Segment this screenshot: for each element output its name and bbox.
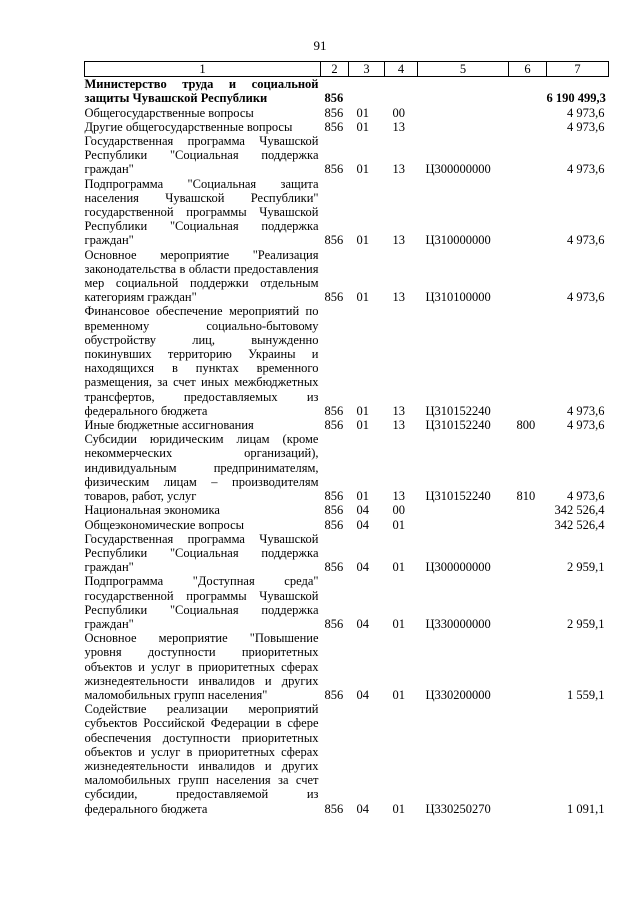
section-cell: 01 (356, 403, 369, 418)
expense-type-cell (509, 120, 547, 134)
subsection-cell: 13 (392, 418, 405, 433)
target-article-cell: Ц310152240 (425, 489, 491, 504)
item-name-cell: Национальная экономика (84, 503, 220, 518)
target-article-cell: Ц310152240 (425, 418, 491, 433)
amount-cell: 1 559,1 (567, 687, 605, 702)
target-article-cell (418, 518, 509, 532)
expense-type-cell (509, 134, 547, 177)
amount-cell: 2 959,1 (567, 560, 605, 575)
table-row (85, 518, 609, 532)
target-article-cell: Ц300000000 (425, 560, 491, 575)
section-cell: 01 (356, 418, 369, 433)
target-article-cell (418, 120, 509, 134)
amount-cell: 342 526,4 (554, 503, 605, 518)
section-cell: 04 (356, 616, 369, 631)
target-article-cell: Ц310000000 (425, 233, 491, 248)
expense-type-cell (509, 532, 547, 575)
ministry-code-cell: 856 (324, 105, 344, 120)
amount-cell: 4 973,6 (567, 119, 605, 134)
amount-cell: 4 973,6 (567, 403, 605, 418)
table-row (85, 432, 609, 503)
item-name-cell: Министерство труда и социальной защиты Чувашской Республики (84, 77, 319, 106)
table-header-row (85, 62, 609, 77)
column-header: 3 (349, 62, 385, 77)
expense-type-cell (509, 177, 547, 248)
ministry-code-cell: 856 (324, 403, 344, 418)
expense-type-cell (509, 106, 547, 120)
amount-cell: 4 973,6 (567, 418, 605, 433)
column-header: 7 (547, 62, 609, 77)
item-name-cell: Государственная программа Чувашской Республики "Социальная поддержка граждан" (84, 531, 319, 575)
item-name-cell: Субсидии юридическим лицам (кроме некоммерческих организаций), индивидуальным предпринимателям, физическим лицам – производителям товаров, работ, услуг (84, 432, 319, 504)
amount-cell: 4 973,6 (567, 233, 605, 248)
expense-type-cell: 800 (516, 418, 536, 433)
item-name-cell: Иные бюджетные ассигнования (84, 418, 254, 433)
subsection-cell: 01 (392, 517, 405, 532)
item-name-cell: Финансовое обеспечение мероприятий по временному социально-бытовому обустройству лиц, вынужденно покинувших территорию Украины и находящихся в пунктах временного размещения, за счет иных межбюджетных трансфертов, предоставляемых из федерального бюджета (84, 304, 319, 418)
table-row (85, 106, 609, 120)
table-row (85, 702, 609, 816)
column-header: 5 (418, 62, 509, 77)
ministry-code-cell: 856 (324, 418, 344, 433)
expense-type-cell (509, 574, 547, 631)
ministry-code-cell: 856 (324, 489, 344, 504)
amount-cell: 6 190 499,3 (546, 91, 606, 106)
item-name-cell: Подпрограмма "Доступная среда" государственной программы Чувашской Республики "Социальная поддержка граждан" (84, 574, 319, 631)
table-row (85, 574, 609, 631)
column-header: 2 (321, 62, 349, 77)
subsection-cell: 13 (392, 233, 405, 248)
amount-cell: 4 973,6 (567, 489, 605, 504)
expense-type-cell (509, 304, 547, 418)
subsection-cell: 01 (392, 616, 405, 631)
subsection-cell (385, 77, 418, 106)
ministry-code-cell: 856 (324, 233, 344, 248)
target-article-cell (418, 106, 509, 120)
ministry-code-cell: 856 (324, 687, 344, 702)
column-header: 1 (85, 62, 321, 77)
item-name-cell: Общеэкономические вопросы (84, 517, 245, 532)
expense-type-cell (509, 248, 547, 305)
section-cell: 04 (356, 801, 369, 816)
table-row (85, 77, 609, 106)
target-article-cell: Ц330000000 (425, 616, 491, 631)
page-number: 91 (313, 38, 327, 53)
target-article-cell: Ц330250270 (425, 801, 491, 816)
item-name-cell: Другие общегосударственные вопросы (84, 119, 293, 134)
table-row (85, 532, 609, 575)
target-article-cell: Ц310100000 (425, 290, 491, 305)
ministry-code-cell: 856 (324, 517, 344, 532)
subsection-cell: 13 (392, 403, 405, 418)
item-name-cell: Основное мероприятие "Повышение уровня доступности приоритетных объектов и услуг в приоритетных сферах жизнедеятельности инвалидов и других маломобильных групп населения" (84, 631, 319, 702)
section-cell: 01 (356, 290, 369, 305)
target-article-cell (418, 503, 509, 517)
subsection-cell: 00 (392, 105, 405, 120)
expense-type-cell: 810 (516, 489, 536, 504)
ministry-code-cell: 856 (324, 801, 344, 816)
section-cell: 04 (356, 687, 369, 702)
subsection-cell: 13 (392, 162, 405, 177)
section-cell: 01 (356, 119, 369, 134)
section-cell: 04 (356, 517, 369, 532)
table-row (85, 177, 609, 248)
item-name-cell: Общегосударственные вопросы (84, 105, 254, 120)
item-name-cell: Подпрограмма "Социальная защита населения Чувашской Республики" государственной программы Чувашской Республики "Социальная поддержка граждан" (84, 176, 319, 248)
amount-cell: 2 959,1 (567, 616, 605, 631)
target-article-cell: Ц300000000 (425, 162, 491, 177)
subsection-cell: 01 (392, 801, 405, 816)
section-cell (349, 77, 385, 106)
ministry-code-cell: 856 (324, 503, 344, 518)
ministry-code-cell: 856 (324, 560, 344, 575)
target-article-cell: Ц310152240 (425, 403, 491, 418)
subsection-cell: 00 (392, 503, 405, 518)
amount-cell: 4 973,6 (567, 290, 605, 305)
expense-type-cell (509, 518, 547, 532)
amount-cell: 4 973,6 (567, 105, 605, 120)
subsection-cell: 13 (392, 119, 405, 134)
item-name-cell: Основное мероприятие "Реализация законодательства в области предоставления мер социальной поддержки отдельным категориям граждан" (84, 247, 319, 305)
expense-type-cell (509, 631, 547, 702)
section-cell: 04 (356, 560, 369, 575)
section-cell: 01 (356, 105, 369, 120)
ministry-code-cell: 856 (324, 119, 344, 134)
section-cell: 01 (356, 489, 369, 504)
subsection-cell: 13 (392, 489, 405, 504)
table-row (85, 120, 609, 134)
expense-type-cell (509, 702, 547, 816)
amount-cell: 4 973,6 (567, 162, 605, 177)
table-row (85, 418, 609, 432)
ministry-code-cell: 856 (324, 290, 344, 305)
table-row (85, 134, 609, 177)
expense-type-cell (509, 503, 547, 517)
budget-table (84, 61, 609, 816)
table-row (85, 304, 609, 418)
ministry-code-cell: 856 (324, 91, 344, 106)
column-header: 4 (385, 62, 418, 77)
column-header: 6 (509, 62, 547, 77)
amount-cell: 1 091,1 (567, 801, 605, 816)
expense-type-cell (509, 77, 547, 106)
subsection-cell: 13 (392, 290, 405, 305)
ministry-code-cell: 856 (324, 616, 344, 631)
item-name-cell: Содействие реализации мероприятий субъектов Российской Федерации в сфере обеспечения доступности приоритетных объектов и услуг в приоритетных сферах жизнедеятельности инвалидов и других маломобильных групп населения за счет субсидии, предоставляемой из федерального бюджета (84, 702, 319, 816)
target-article-cell: Ц330200000 (425, 687, 491, 702)
amount-cell: 342 526,4 (554, 517, 605, 532)
target-article-cell (418, 77, 509, 106)
item-name-cell: Государственная программа Чувашской Республики "Социальная поддержка граждан" (84, 134, 319, 177)
table-row (85, 503, 609, 517)
section-cell: 04 (356, 503, 369, 518)
subsection-cell: 01 (392, 687, 405, 702)
subsection-cell: 01 (392, 560, 405, 575)
table-row (85, 248, 609, 305)
section-cell: 01 (356, 162, 369, 177)
table-row (85, 631, 609, 702)
ministry-code-cell: 856 (324, 162, 344, 177)
section-cell: 01 (356, 233, 369, 248)
